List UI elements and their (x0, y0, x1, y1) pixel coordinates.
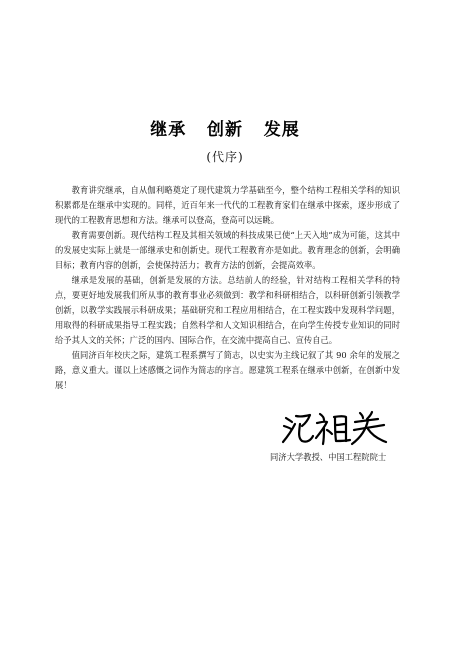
handwritten-signature (280, 408, 390, 448)
author-affiliation: 同济大学教授、中国工程院院士 (270, 452, 387, 462)
paragraph-3: 继承是发展的基础，创新是发展的方法。总结前人的经验，针对结构工程相关学科的特点，要更好地发展我们所从事的教育事业必须做到：教学和科研相结合，以科研创新引领教学创新，以教学实践展示科研成果；基础研究和工程应用相结合，在工程实践中发现科学问题，用取得的科研成果指导工程实践；自然科学和人文知识相结合，在向学生传授专业知识的同时给予其人文的关怀；广泛的国内、国际合作，在交流中提高自己、宣传自己。 (55, 275, 400, 345)
page-subtitle: (代序) (206, 150, 244, 164)
paragraph-4: 值同济百年校庆之际，建筑工程系撰写了简志，以史实为主线记叙了其 90 余年的发展之路，意义重大。谨以上述感慨之词作为简志的序言。愿建筑工程系在继承中创新，在创新中发展！ (55, 350, 400, 390)
preface-body (55, 183, 400, 393)
paragraph-2: 教育需要创新。现代结构工程及其相关领域的科技成果已使“上天入地”成为可能，这其中的发展史实际上就是一部继承史和创新史。现代工程教育亦是如此。教育理念的创新，会明确目标；教育内容的创新，会使保持活力；教育方法的创新，会提高效率。 (55, 230, 400, 270)
paragraph-1: 教育讲究继承，自从伽利略奠定了现代建筑力学基础至今，整个结构工程相关学科的知识积累都是在继承中实现的。同样，近百年来一代代的工程教育家们在继承中探索，逐步形成了现代的工程教育思想和方法。继承可以登高，登高可以远眺。 (55, 185, 400, 225)
page-title: 继承 创新 发展 (150, 120, 300, 140)
